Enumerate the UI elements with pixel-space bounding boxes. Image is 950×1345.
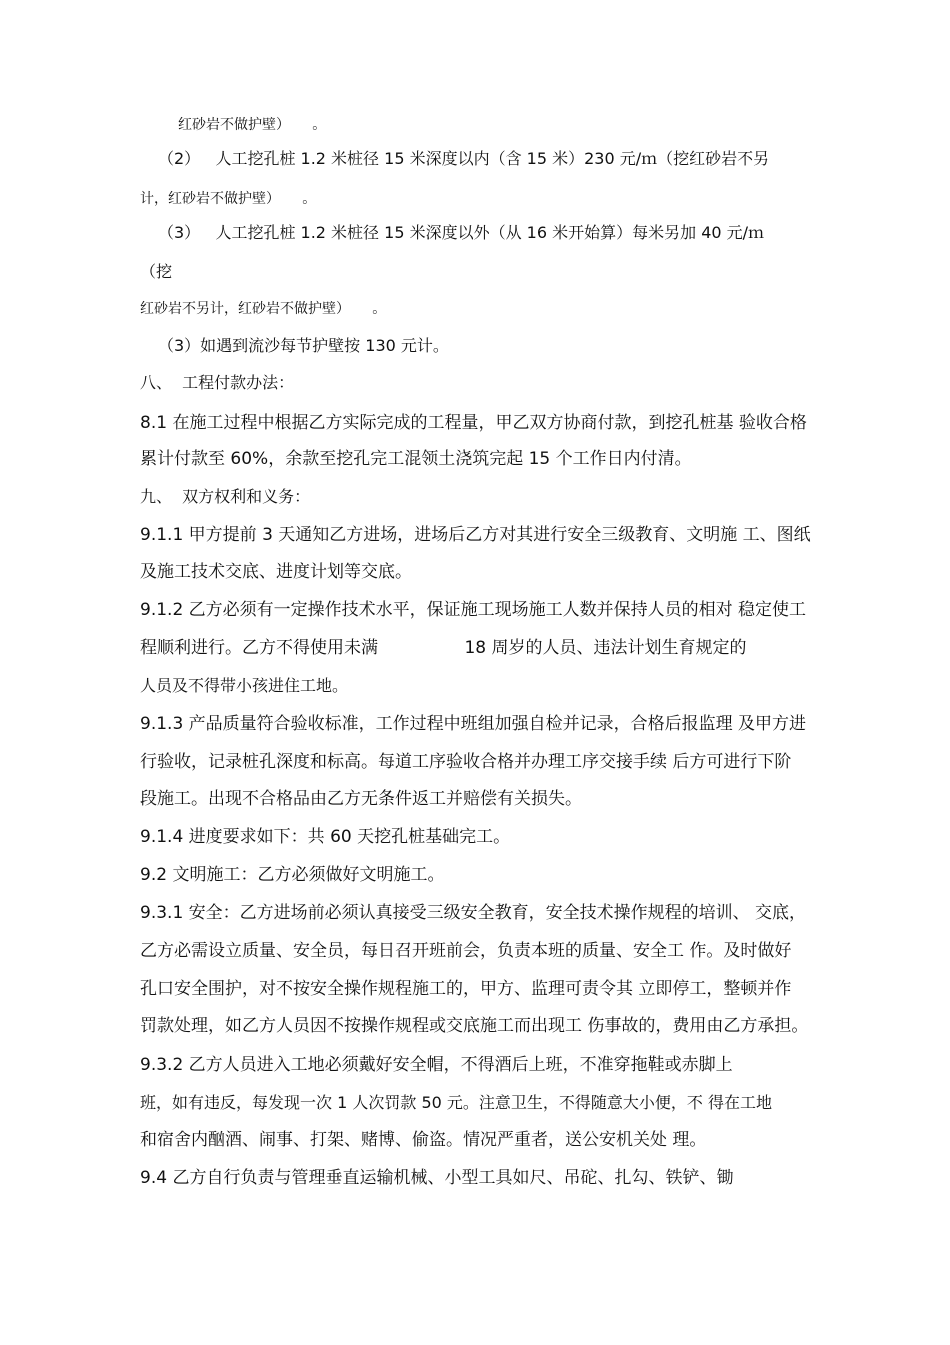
section-heading: 八、 工程付款办法：	[140, 373, 295, 392]
text-line: 及施工技术交底、进度计划等交底。	[140, 562, 412, 582]
text-line: 红砂岩不做护壁） 。	[178, 117, 327, 133]
text-line: 罚款处理，如乙方人员因不按操作规程或交底施工而出现工 伤事故的，费用由乙方承担。	[140, 1016, 809, 1036]
text-line: 乙方必需设立质量、安全员，每日召开班前会，负责本班的质量、安全工 作。及时做好	[140, 941, 792, 961]
text-line: 段施工。出现不合格品由乙方无条件返工并赔偿有关损失。	[140, 789, 582, 809]
text-line: 9.3.2 乙方人员进入工地必须戴好安全帽，不得酒后上班，不准穿拖鞋或赤脚上	[140, 1055, 733, 1075]
text-line: 8.1 在施工过程中根据乙方实际完成的工程量，甲乙双方协商付款，到挖孔桩基 验收合格	[140, 413, 807, 433]
text-line: 9.3.1 安全：乙方进场前必须认真接受三级安全教育，安全技术操作规程的培训、 交底，	[140, 903, 807, 923]
text-line: （3） 人工挖孔桩 1.2 米桩径 15 米深度以外（从 16 米开始算）每米另加 40 元/ｍ	[158, 223, 765, 242]
text-line: 班，如有违反，每发现一次 1 人次罚款 50 元。注意卫生，不得随意大小便，不 得在工地	[140, 1093, 772, 1112]
text-line: （2） 人工挖孔桩 1.2 米桩径 15 米深度以内（含 15 米）230 元/ｍ（挖红砂岩不另	[158, 149, 770, 168]
text-line: 人员及不得带小孩进住工地。	[140, 676, 349, 695]
text-line: 9.1.2 乙方必须有一定操作技术水平，保证施工现场施工人数并保持人员的相对 稳定使工	[140, 600, 807, 620]
text-line: 9.1.3 产品质量符合验收标准，工作过程中班组加强自检并记录，合格后报监理 及甲方进	[140, 714, 807, 734]
text-line: （3）如遇到流沙每节护壁按 130 元计。	[158, 336, 449, 355]
text-line: 孔口安全围护，对不按安全操作规程施工的，甲方、监理可责令其 立即停工，整顿并作	[140, 979, 792, 999]
text-line: 9.1.4 进度要求如下：共 60 天挖孔桩基础完工。	[140, 827, 511, 847]
text-line: 和宿舍内酗酒、闹事、打架、赌博、偷盗。情况严重者，送公安机关处 理。	[140, 1130, 707, 1150]
section-heading: 九、 双方权利和义务：	[140, 487, 311, 506]
text-line: 9.4 乙方自行负责与管理垂直运输机械、小型工具如尺、吊砣、扎勾、铁铲、锄	[140, 1168, 734, 1188]
text-line: 9.1.1 甲方提前 3 天通知乙方进场，进场后乙方对其进行安全三级教育、文明施 工、图纸	[140, 525, 811, 545]
text-line: 累计付款至 60%，余款至挖孔完工混领土浇筑完起 15 个工作日内付清。	[140, 449, 692, 469]
text-line: 红砂岩不另计，红砂岩不做护壁） 。	[140, 301, 387, 317]
text-line: （挖	[140, 262, 173, 281]
text-line: 计，红砂岩不做护壁） 。	[140, 191, 317, 207]
text-line: 行验收，记录桩孔深度和标高。每道工序验收合格并办理工序交接手续 后方可进行下阶	[140, 752, 792, 772]
text-line: 9.2 文明施工：乙方必须做好文明施工。	[140, 865, 445, 885]
text-line: 程顺利进行。乙方不得使用未满 18 周岁的人员、违法计划生育规定的	[140, 638, 747, 658]
